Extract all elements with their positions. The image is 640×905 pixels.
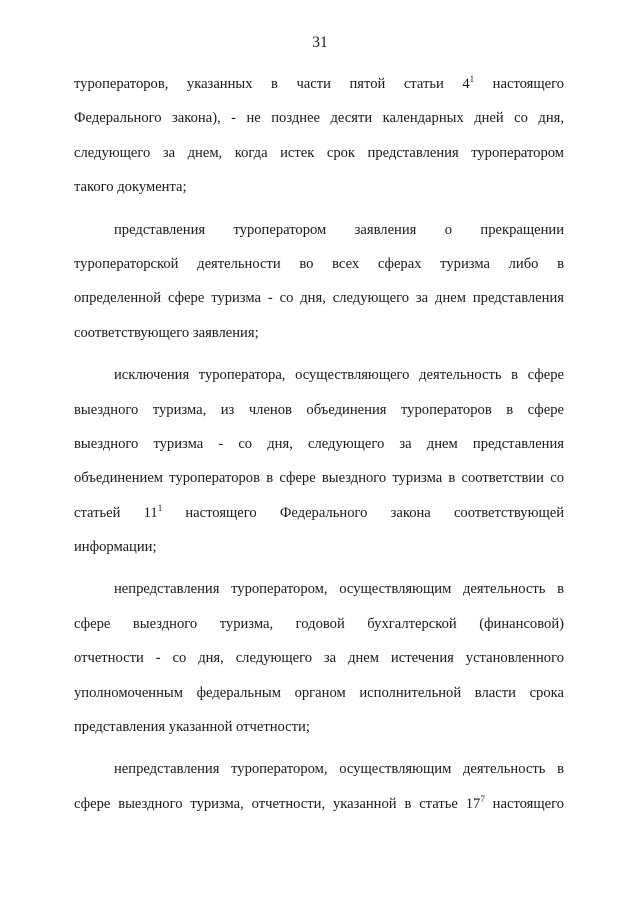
text-line: сфере выездного туризма, отчетности, указанной в статье $17^7$ настоящего	[74, 793, 564, 812]
text-line: Федерального закона), - не позднее десяти календарных дней со дня,	[74, 110, 564, 127]
text-line: представления туроператором заявления о прекращении	[114, 221, 564, 238]
text-line: объединением туроператоров в сфере выездного туризма в соответствии со	[74, 470, 564, 487]
text-line: выездного туризма - со дня, следующего за днем представления	[74, 435, 564, 452]
text-line: такого документа;	[74, 179, 187, 196]
text-line: туроператоров, указанных в части пятой статьи $4^1$ настоящего	[74, 74, 564, 92]
superscript: 1	[157, 502, 163, 513]
text-line: туроператорской деятельности во всех сферах туризма либо в	[74, 255, 564, 272]
paragraph-2	[74, 213, 564, 351]
paragraph-4	[74, 572, 564, 744]
text-line: непредставления туроператором, осуществляющим деятельность в	[114, 761, 564, 778]
text-line: соответствующего заявления;	[74, 324, 259, 341]
text-line: сфере выездного туризма, годовой бухгалтерской (финансовой)	[74, 615, 564, 632]
paragraph-1	[74, 67, 564, 205]
text-line: исключения туроператора, осуществляющего деятельность в сфере	[114, 367, 564, 384]
text-line: отчетности - со дня, следующего за днем истечения установленного	[74, 650, 564, 667]
body-text	[74, 67, 564, 821]
text-line: следующего за днем, когда истек срок представления туроператором	[74, 144, 564, 161]
paragraph-3	[74, 358, 564, 564]
text-line: статьей $11^1$ настоящего Федерального закона соответствующей	[74, 502, 564, 521]
paragraph-5	[74, 752, 564, 821]
text-line: представления указанной отчетности;	[74, 719, 310, 736]
text-line: выездного туризма, из членов объединения туроператоров в сфере	[74, 401, 564, 418]
text-line: уполномоченным федеральным органом исполнительной власти срока	[74, 684, 564, 701]
text-line: непредставления туроператором, осуществляющим деятельность в	[114, 581, 564, 598]
text-line: информации;	[74, 539, 157, 556]
superscript: 1	[469, 74, 475, 84]
text-line: определенной сфере туризма - со дня, следующего за днем представления	[74, 290, 564, 307]
page-number: 31	[312, 34, 328, 51]
superscript: 7	[480, 793, 485, 804]
